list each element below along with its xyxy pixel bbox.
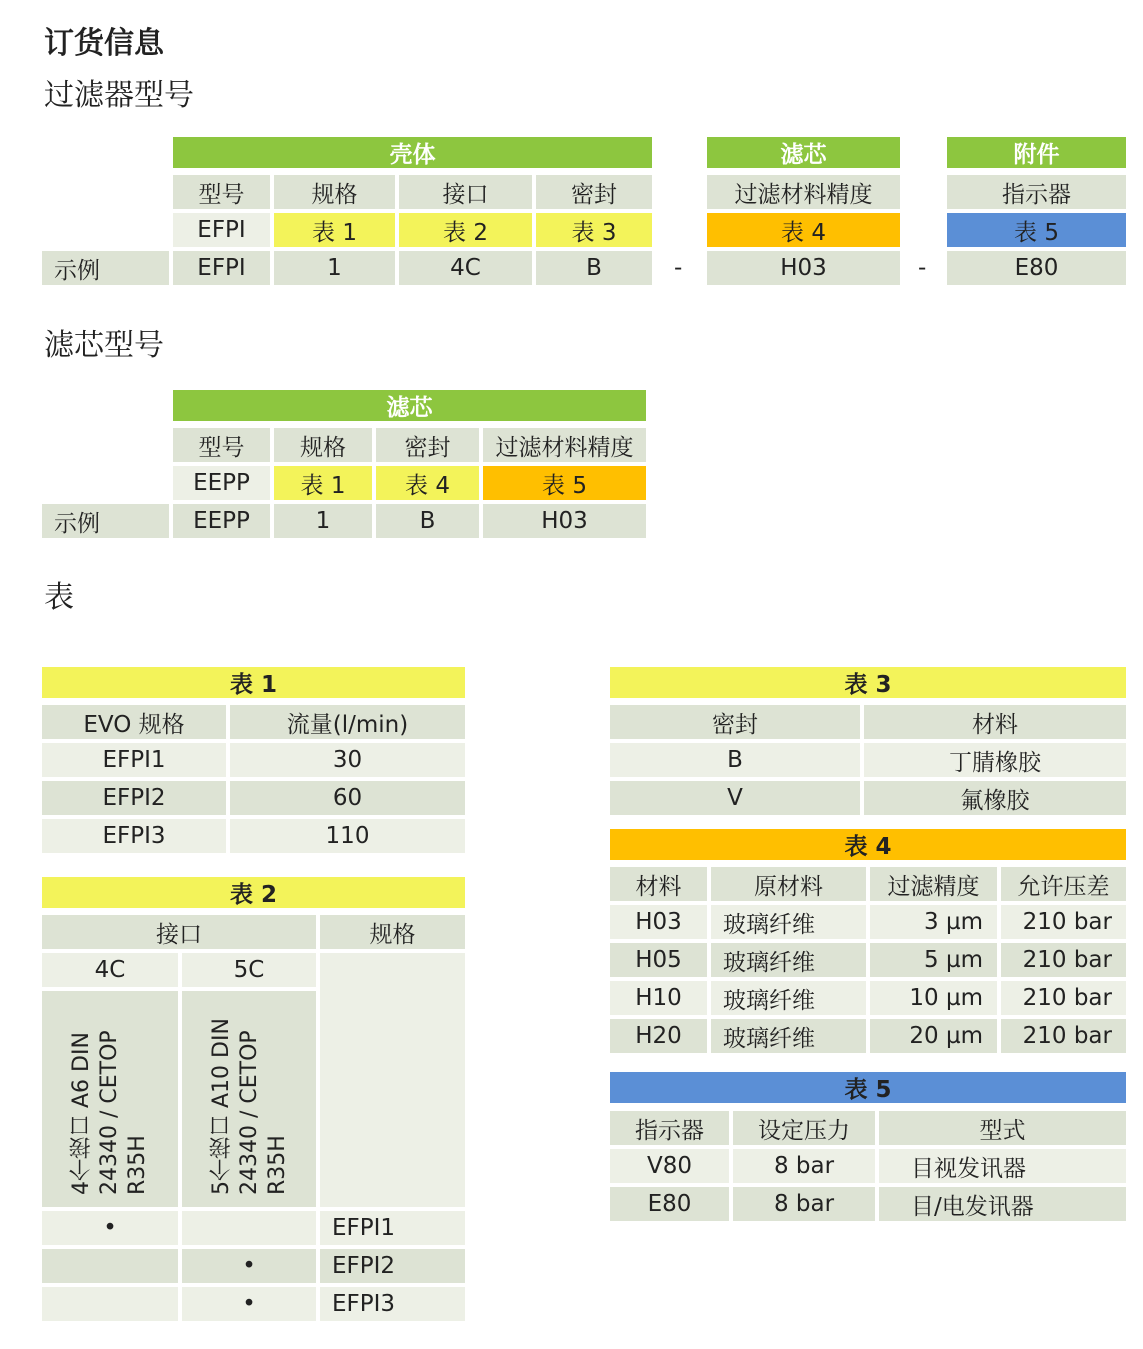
table3-cell: B	[610, 743, 860, 777]
example-seal: B	[536, 251, 652, 285]
table4-header-rating: 过滤精度	[870, 867, 997, 901]
table1-cell: EFPI1	[42, 743, 226, 777]
table5-cell: E80	[610, 1187, 729, 1221]
el-header-media: 过滤材料精度	[483, 428, 646, 462]
tables-heading: 表	[44, 580, 74, 615]
table4-cell: 210 bar	[1001, 943, 1126, 977]
table2-title: 表 2	[42, 877, 465, 908]
table4-cell: 玻璃纤维	[711, 981, 866, 1015]
example-media: H03	[707, 251, 900, 285]
table5-title: 表 5	[610, 1072, 1126, 1103]
table5-cell: 目/电发讯器	[879, 1187, 1126, 1221]
table2-cell: EFPI2	[320, 1249, 465, 1283]
table2-desc-4c-cell	[42, 991, 178, 1207]
header-port: 接口	[399, 175, 532, 209]
table3-cell: V	[610, 781, 860, 815]
table5-cell: V80	[610, 1149, 729, 1183]
header-media: 过滤材料精度	[707, 175, 900, 209]
code-media: 表 4	[707, 213, 900, 247]
separator-2: -	[918, 255, 927, 281]
code-seal: 表 3	[536, 213, 652, 247]
table2-desc-4c: 4个接口 A6 DIN 24340 / CETOP R35H	[69, 1030, 150, 1195]
example-type: EFPI	[173, 251, 270, 285]
table5-header-indicator: 指示器	[610, 1111, 729, 1145]
table4-header-material: 材料	[610, 867, 707, 901]
table5-cell: 目视发讯器	[879, 1149, 1126, 1183]
table4-cell: 210 bar	[1001, 1019, 1126, 1053]
table2-sub-5c: 5C	[182, 953, 316, 987]
table3-title: 表 3	[610, 667, 1126, 698]
table4-title: 表 4	[610, 829, 1126, 860]
table2-cell	[42, 1249, 178, 1283]
table2-cell: •	[182, 1249, 316, 1283]
table2-cell: •	[182, 1287, 316, 1321]
code-port: 表 2	[399, 213, 532, 247]
example-indicator: E80	[947, 251, 1126, 285]
table2-desc-5c: 5个接口 A10 DIN 24340 / CETOP R35H	[209, 1018, 290, 1195]
page-title: 订货信息	[44, 26, 164, 61]
table1-cell: 30	[230, 743, 465, 777]
table2-cell	[42, 1287, 178, 1321]
table4-header-raw: 原材料	[711, 867, 866, 901]
table3-header-seal: 密封	[610, 705, 860, 739]
table4-cell: 20 µm	[870, 1019, 997, 1053]
table4-cell: 3 µm	[870, 905, 997, 939]
table4-cell: 210 bar	[1001, 981, 1126, 1015]
table2-desc-5c-cell	[182, 991, 316, 1207]
header-indicator: 指示器	[947, 175, 1126, 209]
table1-title: 表 1	[42, 667, 465, 698]
table4-cell: H03	[610, 905, 707, 939]
element-group: 滤芯	[173, 390, 646, 421]
table1-header-size: EVO 规格	[42, 705, 226, 739]
el-example-seal: B	[376, 504, 479, 538]
table4-cell: 玻璃纤维	[711, 905, 866, 939]
el-header-type: 型号	[173, 428, 270, 462]
example-label: 示例	[42, 251, 169, 285]
table5-header-type: 型式	[879, 1111, 1126, 1145]
table2-cell: •	[42, 1211, 178, 1245]
table4-header-dp: 允许压差	[1001, 867, 1126, 901]
el-example-label: 示例	[42, 504, 169, 538]
group-accessory: 附件	[947, 137, 1126, 168]
table4-cell: H10	[610, 981, 707, 1015]
table4-cell: H20	[610, 1019, 707, 1053]
table2-cell	[182, 1211, 316, 1245]
el-example-type: EEPP	[173, 504, 270, 538]
table3-cell: 氟橡胶	[864, 781, 1126, 815]
code-indicator: 表 5	[947, 213, 1126, 247]
table4-cell: H05	[610, 943, 707, 977]
el-code-type: EEPP	[173, 466, 270, 500]
table5-cell: 8 bar	[733, 1187, 875, 1221]
table1-cell: EFPI3	[42, 819, 226, 853]
separator-1: -	[674, 255, 683, 281]
table3-header-material: 材料	[864, 705, 1126, 739]
table4-cell: 5 µm	[870, 943, 997, 977]
table4-cell: 玻璃纤维	[711, 943, 866, 977]
el-code-size: 表 1	[274, 466, 372, 500]
filter-model-heading: 过滤器型号	[44, 78, 194, 113]
table5-cell: 8 bar	[733, 1149, 875, 1183]
code-type: EFPI	[173, 213, 270, 247]
table2-header-port: 接口	[42, 915, 316, 949]
table1-cell: EFPI2	[42, 781, 226, 815]
table1-cell: 60	[230, 781, 465, 815]
table4-cell: 玻璃纤维	[711, 1019, 866, 1053]
header-type: 型号	[173, 175, 270, 209]
el-example-media: H03	[483, 504, 646, 538]
el-example-size: 1	[274, 504, 372, 538]
table2-header-size: 规格	[320, 915, 465, 949]
table1-header-flow: 流量(l/min)	[230, 705, 465, 739]
group-housing: 壳体	[173, 137, 652, 168]
table2-sub-4c: 4C	[42, 953, 178, 987]
header-seal: 密封	[536, 175, 652, 209]
table1-cell: 110	[230, 819, 465, 853]
code-size: 表 1	[274, 213, 395, 247]
el-code-seal: 表 4	[376, 466, 479, 500]
table2-cell: EFPI1	[320, 1211, 465, 1245]
table4-cell: 210 bar	[1001, 905, 1126, 939]
example-port: 4C	[399, 251, 532, 285]
group-element: 滤芯	[707, 137, 900, 168]
table2-cell: EFPI3	[320, 1287, 465, 1321]
el-code-media: 表 5	[483, 466, 646, 500]
header-size: 规格	[274, 175, 395, 209]
example-size: 1	[274, 251, 395, 285]
table4-cell: 10 µm	[870, 981, 997, 1015]
table3-cell: 丁腈橡胶	[864, 743, 1126, 777]
element-model-heading: 滤芯型号	[44, 328, 164, 363]
table2-blank	[320, 953, 465, 1207]
table5-header-pressure: 设定压力	[733, 1111, 875, 1145]
el-header-seal: 密封	[376, 428, 479, 462]
el-header-size: 规格	[274, 428, 372, 462]
